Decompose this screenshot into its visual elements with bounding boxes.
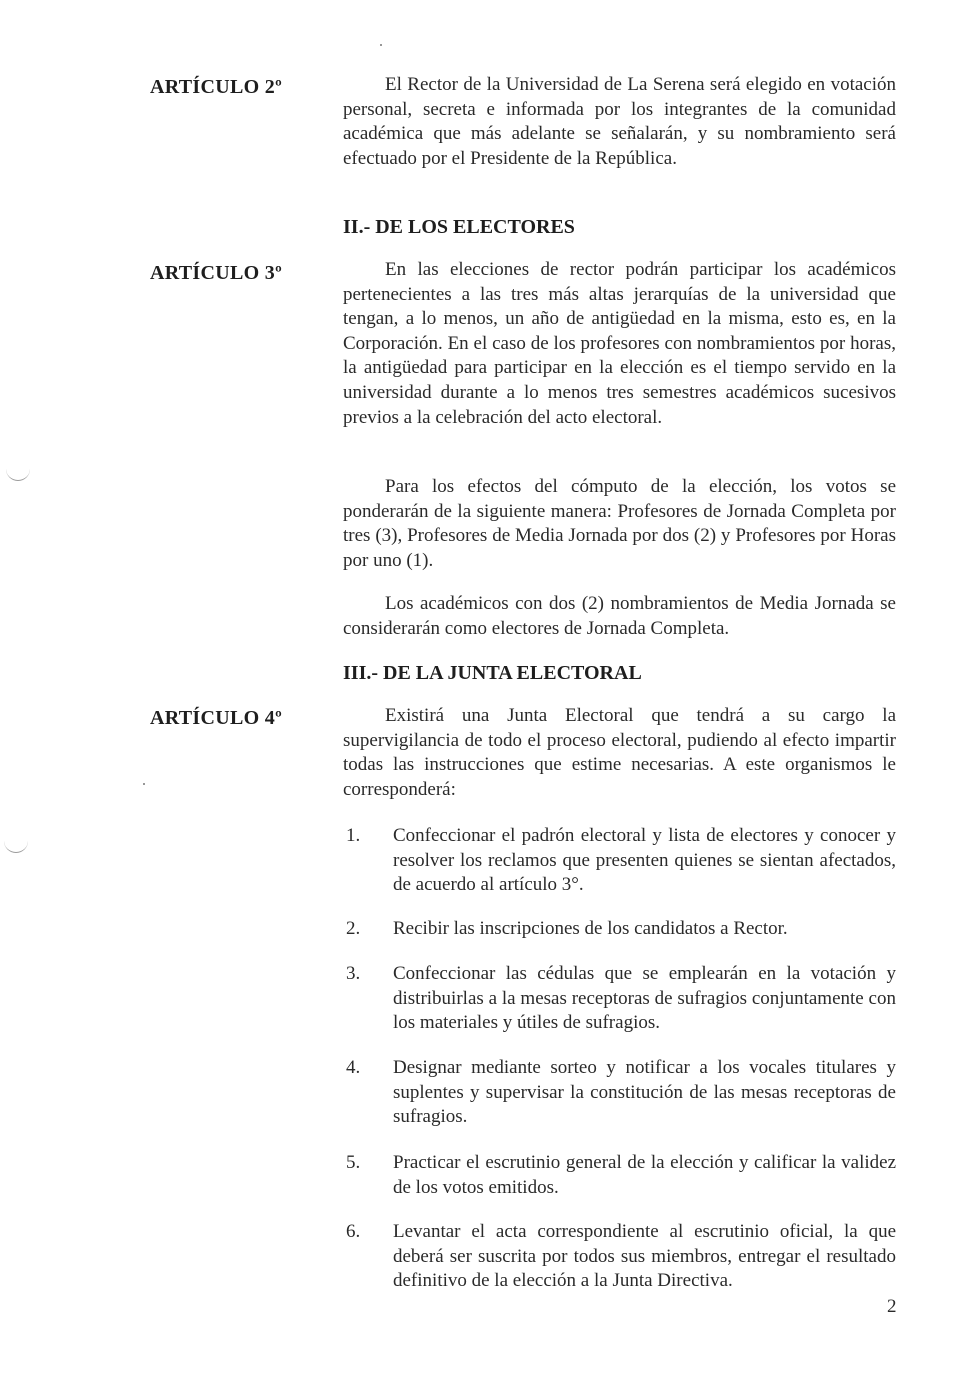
list-item-text: Designar mediante sorteo y notificar a los vocales titulares y suplentes y supervisar la constitución de las mesas receptoras de sufragios. <box>393 1057 896 1128</box>
list-item-number: 6. <box>346 1221 361 1242</box>
page-number: 2 <box>887 1296 897 1317</box>
list-item <box>343 962 896 1036</box>
article-3-paragraph-1: En las elecciones de rector podrán participar los académicos pertenecientes a las tres más altas jerarquías de la universidad que tengan, a lo menos, un año de antigüedad en la misma, esto es, en la Corporación. En el caso de los profesores con nombramientos por horas, la antigüedad para participar en la elección es el tiempo servido en la universidad durante a lo menos tres semestres académicos sucesivos previos a la celebración del acto electoral. <box>343 259 896 428</box>
article-2-label: ARTÍCULO 2º <box>150 76 282 98</box>
list-item-text: Recibir las inscripciones de los candidatos a Rector. <box>393 918 788 939</box>
scan-speck <box>143 783 145 785</box>
section-heading-electores: II.- DE LOS ELECTORES <box>343 216 575 238</box>
scan-speck <box>380 44 382 46</box>
article-3-paragraph-2: Para los efectos del cómputo de la elección, los votos se ponderarán de la siguiente manera: Profesores de Jornada Completa por tres (3), Profesores de Media Jornada por dos (2) y Profesores por Horas por uno (1). <box>343 476 896 571</box>
list-item <box>343 1056 896 1130</box>
list-item <box>343 824 896 898</box>
punch-hole-mark <box>6 466 30 481</box>
punch-hole-mark <box>4 838 28 853</box>
list-item-number: 5. <box>346 1152 361 1173</box>
article-3-paragraph-3: Los académicos con dos (2) nombramientos de Media Jornada se considerarán como electores de Jornada Completa. <box>343 593 896 639</box>
section-heading-junta-electoral: III.- DE LA JUNTA ELECTORAL <box>343 662 642 684</box>
article-3-label: ARTÍCULO 3º <box>150 262 282 284</box>
list-item <box>343 1220 896 1294</box>
list-item <box>343 1151 896 1200</box>
article-4-label: ARTÍCULO 4º <box>150 707 282 729</box>
list-item <box>343 917 896 942</box>
list-item-number: 3. <box>346 963 361 984</box>
list-item-number: 1. <box>346 825 361 846</box>
list-item-number: 4. <box>346 1057 361 1078</box>
article-4-paragraph: Existirá una Junta Electoral que tendrá a su cargo la supervigilancia de todo el proceso electoral, pudiendo al efecto impartir todas las instrucciones que estime necesarias. A este organismos le corresponderá: <box>343 705 896 800</box>
list-item-text: Confeccionar el padrón electoral y lista de electores y conocer y resolver los reclamos que presenten quienes se sientan afectados, de acuerdo al artículo 3°. <box>393 825 896 896</box>
list-item-number: 2. <box>346 918 361 939</box>
list-item-text: Confeccionar las cédulas que se emplearán en la votación y distribuirlas a la mesas receptoras de sufragios conjuntamente con los materiales y útiles de sufragios. <box>393 963 896 1034</box>
list-item-text: Practicar el escrutinio general de la elección y calificar la validez de los votos emitidos. <box>393 1152 896 1198</box>
list-item-text: Levantar el acta correspondiente al escrutinio oficial, la que deberá ser suscrita por todos sus miembros, entregar el resultado definitivo de la elección a la Junta Directiva. <box>393 1221 896 1292</box>
article-2-paragraph: El Rector de la Universidad de La Serena será elegido en votación personal, secreta e informada por los integrantes de la comunidad académica que más adelante se señalarán, y su nombramiento será efectuado por el Presidente de la República. <box>343 74 896 169</box>
